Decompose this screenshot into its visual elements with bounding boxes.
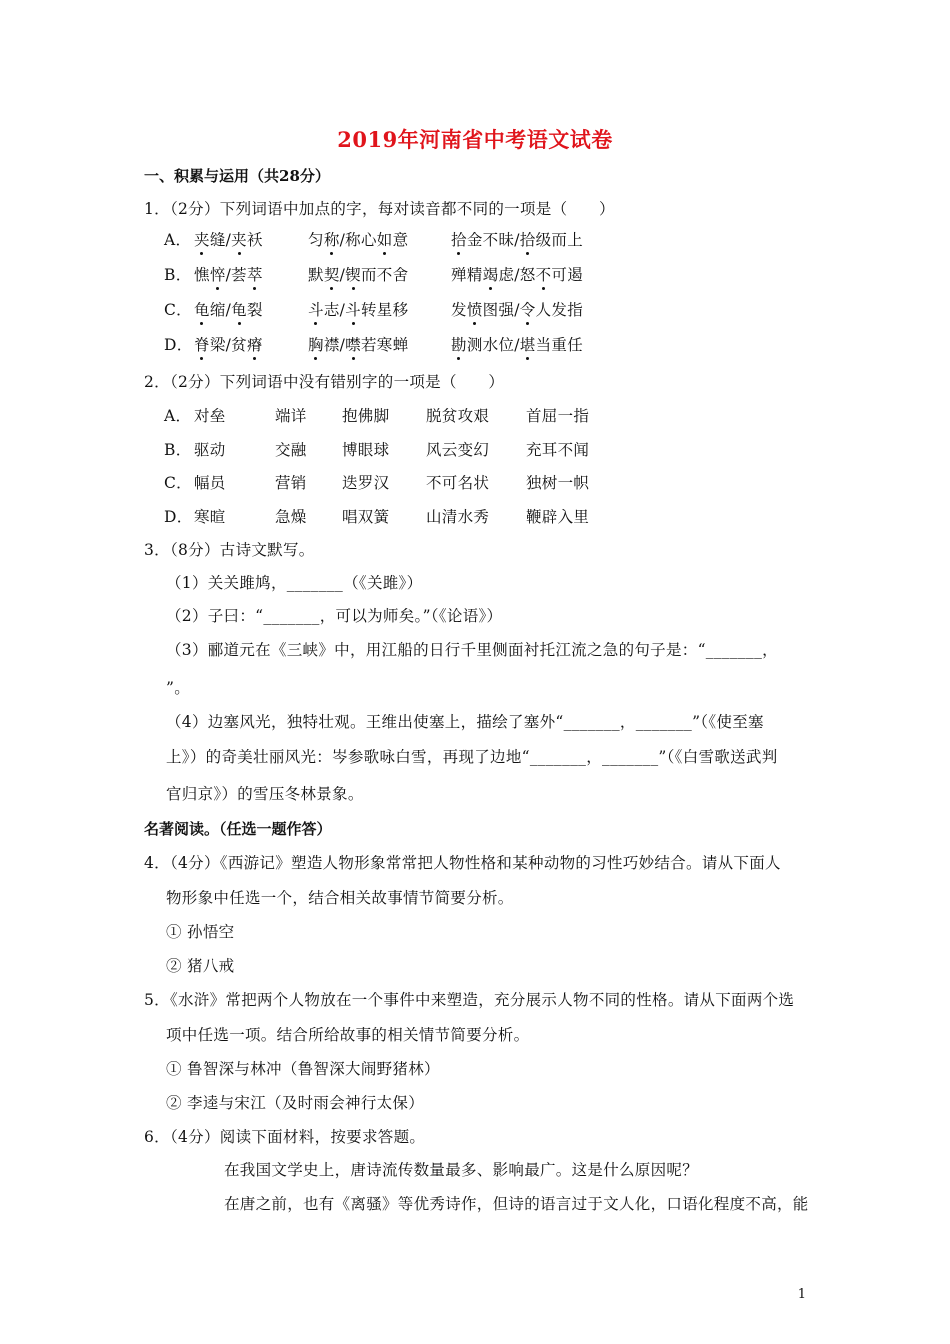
- q1-option-a: [164, 228, 844, 250]
- option-item: 山清水秀: [426, 507, 490, 526]
- option-label: B．: [164, 440, 192, 459]
- option-item: 营销: [275, 474, 307, 492]
- question-3-line-3: （3）郦道元在《三峡》中，用江船的日行千里侧面衬托江流之急的句子是：“_______，: [166, 641, 778, 659]
- option-label: C．: [164, 474, 192, 492]
- q2-option-b: [164, 438, 844, 460]
- option-item: 发愤图强/令人发指: [451, 301, 584, 319]
- option-item: 风云变幻: [426, 440, 490, 459]
- option-label: C．: [164, 301, 192, 319]
- question-4-choice-2: ② 猪八戒: [166, 957, 235, 975]
- option-item: 抱佛脚: [342, 407, 390, 425]
- question-3-line-6: 官归京》）的雪压冬林景象。: [166, 785, 364, 803]
- option-item: 匀称/称心如意: [308, 231, 409, 249]
- question-6-stem: 6．（4分）阅读下面材料，按要求答题。: [144, 1128, 426, 1146]
- question-3-line-5: 上》）的奇美壮丽风光：岑参歌咏白雪，再现了边地“_______，_______”（《白雪歌送武判: [166, 748, 778, 766]
- option-item: 驱动: [194, 440, 226, 459]
- option-item: 对垒: [194, 407, 226, 425]
- section-heading-2: 名著阅读。（任选一题作答）: [144, 820, 332, 838]
- question-3-line-1: （1）关关雎鸠，_______（《关雎》）: [166, 574, 423, 592]
- option-item: 脊梁/贫瘠: [194, 336, 263, 354]
- question-5-choice-1: ① 鲁智深与林冲（鲁智深大闹野猪林）: [166, 1060, 440, 1078]
- question-3-stem: 3．（8分）古诗文默写。: [144, 541, 315, 559]
- exam-title: 2019年河南省中考语文试卷: [337, 127, 613, 152]
- q1-option-b: [164, 263, 844, 285]
- page-number: 1: [797, 1287, 806, 1302]
- question-4-line-1: 4．（4分）《西游记》塑造人物形象常常把人物性格和某种动物的习性巧妙结合。请从下面人: [144, 854, 781, 872]
- question-6-paragraph-1: 在我国文学史上，唐诗流传数量最多、影响最广。这是什么原因呢？: [224, 1161, 699, 1179]
- question-1-stem: 1．（2分）下列词语中加点的字，每对读音都不同的一项是（ ）: [144, 200, 615, 218]
- option-item: 鞭辟入里: [526, 507, 590, 526]
- option-item: 首屈一指: [526, 407, 590, 425]
- option-item: 交融: [275, 440, 307, 459]
- option-item: 独树一帜: [526, 474, 590, 492]
- question-3-line-3b: ”。: [166, 679, 191, 697]
- question-5-line-2: 项中任选一项。结合所给故事的相关情节简要分析。: [166, 1026, 530, 1044]
- q2-option-a: [164, 404, 844, 426]
- question-4-choice-1: ① 孙悟空: [166, 923, 235, 941]
- option-item: 默契/锲而不舍: [308, 266, 409, 284]
- option-item: 勘测水位/堪当重任: [451, 336, 584, 354]
- option-item: 殚精竭虑/怒不可遏: [451, 266, 584, 284]
- q2-option-c: [164, 471, 844, 493]
- option-item: 斗志/斗转星移: [308, 301, 409, 319]
- question-4-line-2: 物形象中任选一个，结合相关故事情节简要分析。: [166, 889, 514, 907]
- option-item: 迭罗汉: [342, 474, 390, 492]
- q1-option-d: [164, 333, 844, 355]
- option-item: 胸襟/噤若寒蝉: [308, 336, 409, 354]
- option-item: 急燥: [275, 507, 307, 526]
- q2-option-d: [164, 505, 844, 527]
- question-6-paragraph-2: 在唐之前，也有《离骚》等优秀诗作，但诗的语言过于文人化，口语化程度不高，能: [224, 1195, 809, 1213]
- option-label: A．: [164, 407, 192, 425]
- question-3-line-2: （2）子曰：“_______，可以为师矣。”（《论语》）: [166, 607, 503, 625]
- option-item: 龟缩/龟裂: [194, 301, 263, 319]
- option-item: 脱贫攻艰: [426, 407, 490, 425]
- option-label: B．: [164, 266, 192, 284]
- question-2-stem: 2．（2分）下列词语中没有错别字的一项是（ ）: [144, 373, 505, 391]
- question-5-choice-2: ② 李逵与宋江（及时雨会神行太保）: [166, 1094, 425, 1112]
- q1-option-c: [164, 298, 844, 320]
- question-3-line-4: （4）边塞风光，独特壮观。王维出使塞上，描绘了塞外“_______，_______”（《使至塞: [166, 713, 764, 731]
- option-item: 拾金不昧/拾级而上: [451, 231, 584, 249]
- option-item: 夹缝/夹袄: [194, 231, 263, 249]
- option-item: 寒暄: [194, 507, 226, 526]
- option-item: 博眼球: [342, 440, 390, 459]
- option-label: A．: [164, 231, 192, 249]
- option-item: 不可名状: [426, 474, 490, 492]
- option-label: D．: [164, 336, 193, 354]
- option-item: 端详: [275, 407, 307, 425]
- option-item: 幅员: [194, 474, 226, 492]
- option-label: D．: [164, 507, 193, 526]
- option-item: 充耳不闻: [526, 440, 590, 459]
- section-heading-1: 一、积累与运用（共28分）: [144, 167, 330, 185]
- option-item: 唱双簧: [342, 507, 390, 526]
- question-5-line-1: 5．《水浒》常把两个人物放在一个事件中来塑造，充分展示人物不同的性格。请从下面两个选: [144, 991, 795, 1009]
- option-item: 憔悴/荟萃: [194, 266, 263, 284]
